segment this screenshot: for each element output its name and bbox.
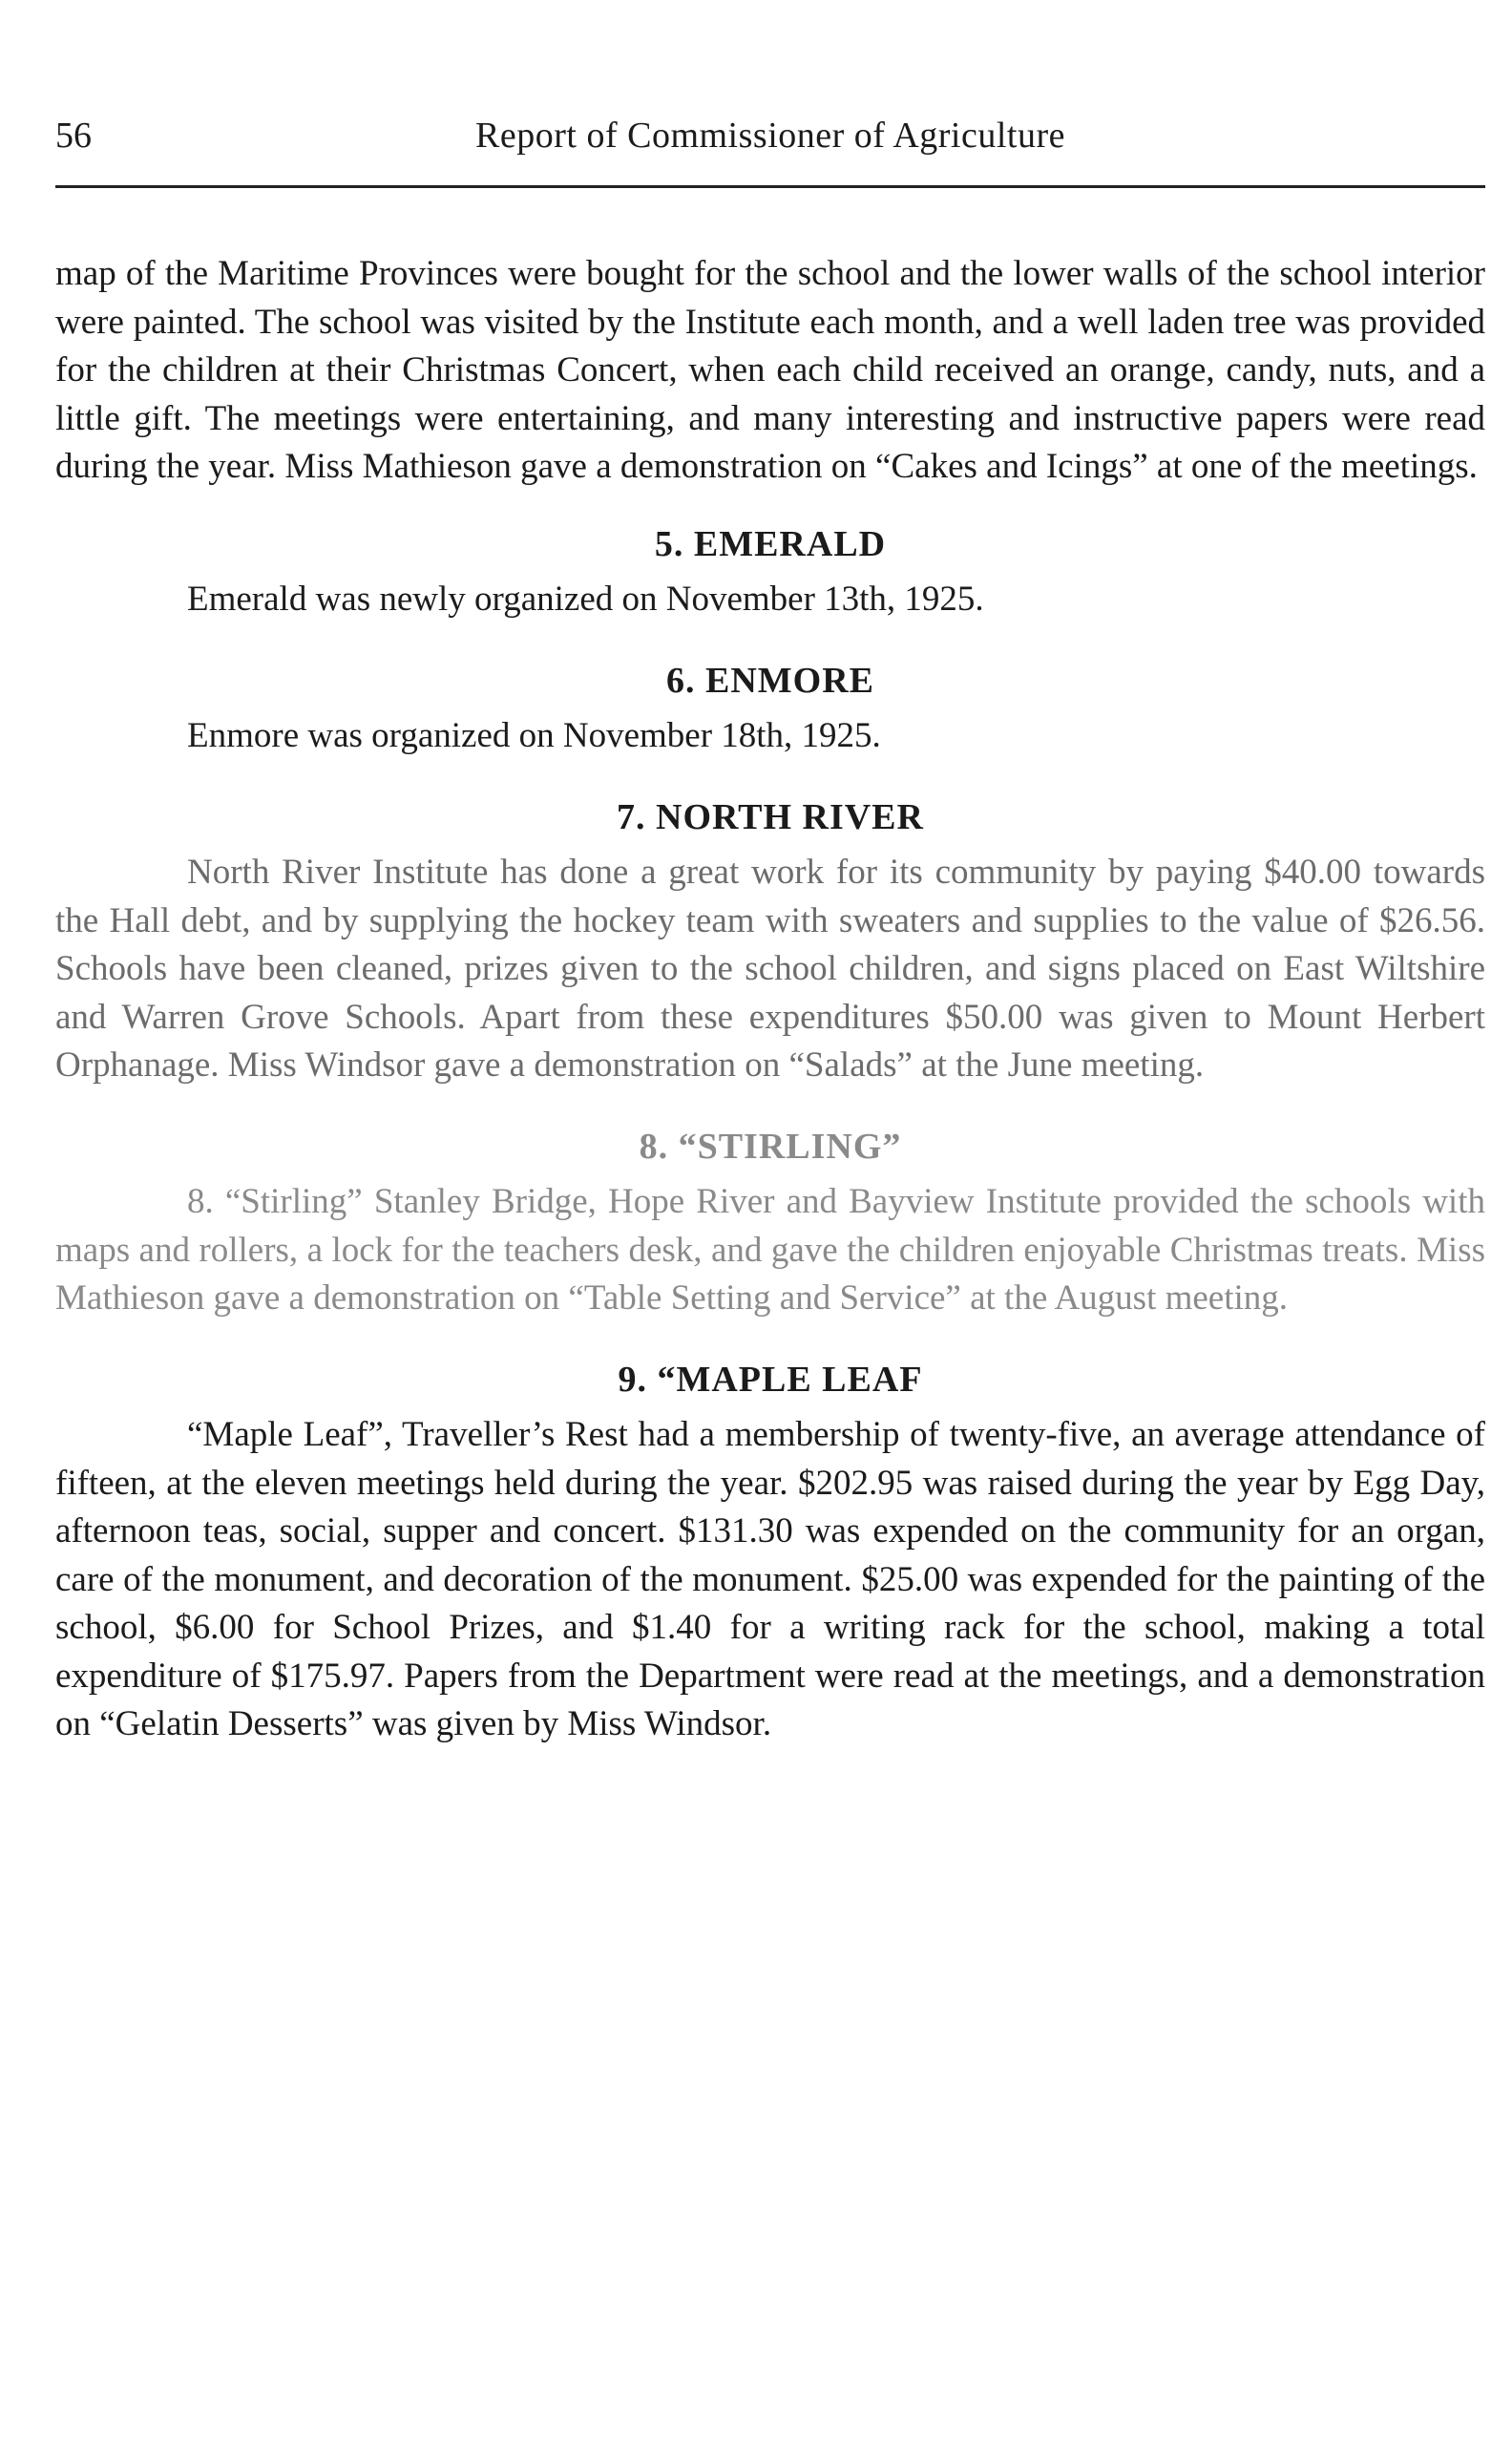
section-heading-stirling: 8. “STIRLING” [639, 1126, 902, 1167]
document-body [55, 250, 1485, 1749]
section-heading-maple-leaf: 9. “MAPLE LEAF [618, 1359, 923, 1400]
section-text-stirling: 8. “Stirling” Stanley Bridge, Hope River and Bayview Institute provided the schools with maps and rollers, a lock for the teachers desk, and gave the children enjoyable Christmas treats. Miss Mathieson gave a demonstration on “Table Setting and Service” at the August meeting. [55, 1182, 1485, 1318]
section-text-north-river: North River Institute has done a great work for its community by paying $40.00 towards the Hall debt, and by supplying the hockey team with sweaters and supplies to the value of $26.56. Schools have been cleaned, prizes given to the school children, and signs placed on East Wiltshire and Warren Grove Schools. Apart from these expenditures $50.00 was given to Mount Herbert Orphanage. Miss Windsor gave a demonstration on “Salads” at the June meeting. [55, 853, 1485, 1085]
running-title: Report of Commissioner of Agriculture [475, 116, 1065, 156]
intro-paragraph: map of the Maritime Provinces were bought for the school and the lower walls of the school interior were painted. The school was visited by the Institute each month, and a well laden tree was provided for the children at their Christmas Concert, when each child received an orange, candy, nuts, and a little gift. The meetings were entertaining, and many interesting and instructive papers were read during the year. Miss Mathieson gave a demonstration on “Cakes and Icings” at one of the meetings. [55, 254, 1485, 486]
section-text-maple-leaf: “Maple Leaf”, Traveller’s Rest had a membership of twenty-five, an average attendance of fifteen, at the eleven meetings held during the year. $202.95 was raised during the year by Egg Day, afternoon teas, social, supper and concert. $131.30 was expended on the community for an organ, care of the monument, and decoration of the monument. $25.00 was expended for the painting of the school, $6.00 for School Prizes, and $1.40 for a writing rack for the school, making a total expenditure of $175.97. Papers from the Department were read at the meetings, and a demonstration on “Gelatin Desserts” was given by Miss Windsor. [55, 1415, 1485, 1743]
section-heading-enmore: 6. ENMORE [666, 660, 874, 701]
page-header [55, 115, 1485, 172]
section-heading-north-river: 7. NORTH RIVER [617, 796, 924, 837]
header-rule [55, 185, 1485, 188]
section-text-emerald: Emerald was newly organized on November 13th, 1925. [187, 580, 984, 619]
page-number: 56 [55, 116, 92, 156]
section-heading-emerald: 5. EMERALD [654, 523, 887, 564]
section-text-enmore: Enmore was organized on November 18th, 1925. [187, 716, 881, 755]
